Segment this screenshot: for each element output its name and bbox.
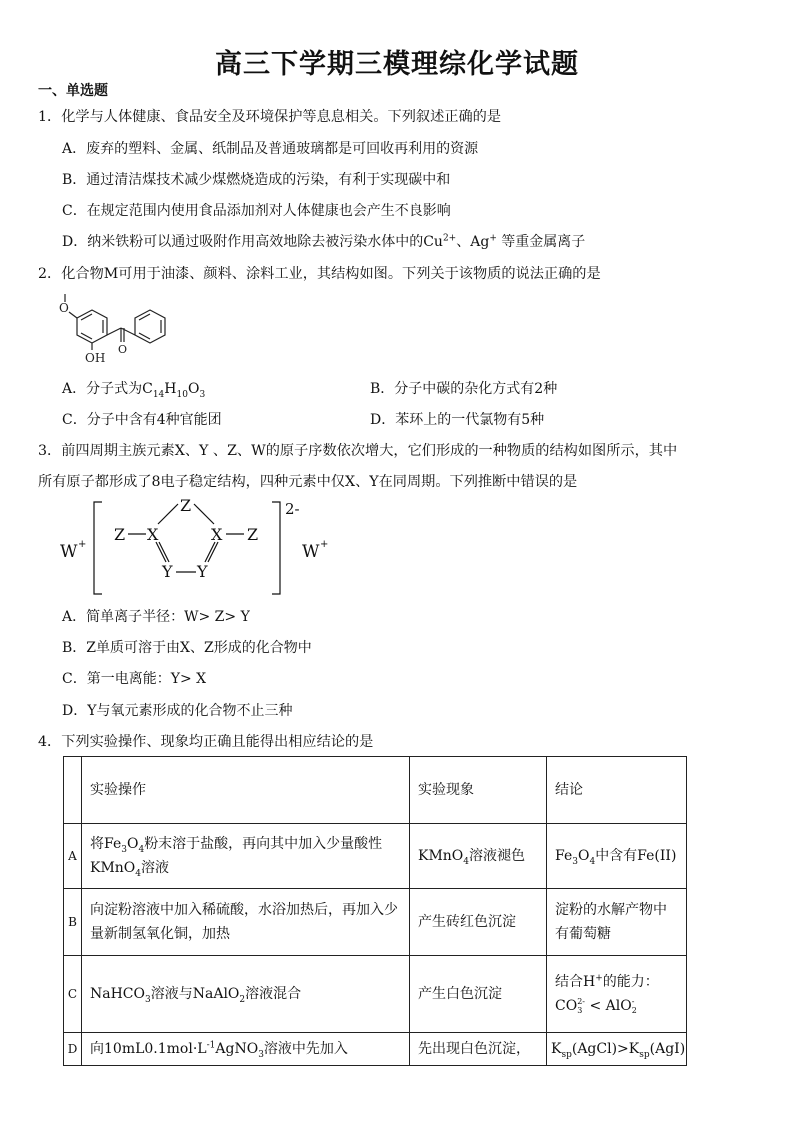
w-cation-right: W bbox=[302, 542, 320, 562]
atom-z-top: Z bbox=[180, 496, 192, 515]
atom-x-right: X bbox=[211, 525, 223, 544]
w-charge-right: + bbox=[320, 539, 329, 550]
table-row bbox=[64, 889, 687, 956]
q2-option-c: C．分子中含有4种官能团 bbox=[62, 412, 222, 428]
row-key: B bbox=[64, 889, 82, 956]
table-header-conclusion: 结论 bbox=[547, 757, 687, 824]
conclusion-cell: 淀粉的水解产物中有葡萄糖 bbox=[547, 889, 687, 956]
atom-y-right: Y bbox=[197, 562, 208, 581]
q1-option-c: C．在规定范围内使用食品添加剂对人体健康也会产生不良影响 bbox=[62, 203, 451, 219]
table-header-phenomenon: 实验现象 bbox=[410, 757, 547, 824]
q1-option-b: B．通过清洁煤技术减少煤燃烧造成的污染，有利于实现碳中和 bbox=[62, 172, 451, 188]
conclusion-cell: 结合H+的能力： CO 2- 3 < AlO - 2 bbox=[547, 956, 687, 1033]
carbonyl-o-label: O bbox=[118, 343, 128, 356]
q3-stem-line1: 3．前四周期主族元素X、Y 、Z、W的原子序数依次增大，它们形成的一种物质的结构如图所示，其中 bbox=[38, 443, 678, 459]
operation-cell: 向$10mL0.1mol\cdot L^{-1}AgNO_3$溶液中先加入 bbox=[82, 1033, 410, 1066]
table-row bbox=[64, 824, 687, 889]
methoxy-o-label: O bbox=[59, 301, 69, 315]
table-header-row bbox=[64, 757, 687, 824]
compound-m-structure bbox=[55, 290, 185, 368]
row-key: D bbox=[64, 1033, 82, 1066]
table-header-key bbox=[64, 757, 82, 824]
operation-cell: 将$Fe_3O_4$粉末溶于盐酸，再向其中加入少量酸性KMnO$_4$溶液 bbox=[82, 824, 410, 889]
atom-z-right: Z bbox=[247, 525, 259, 544]
table-header-operation: 实验操作 bbox=[82, 757, 410, 824]
q3-option-b: B．Z单质可溶于由X、Z形成的化合物中 bbox=[62, 640, 312, 656]
q4-stem: 4．下列实验操作、现象均正确且能得出相应结论的是 bbox=[38, 734, 374, 750]
row-key: C bbox=[64, 956, 82, 1033]
w-charge-left: + bbox=[78, 539, 87, 550]
phenomenon-cell: 产生砖红色沉淀 bbox=[410, 889, 547, 956]
q3-option-c: C．第一电离能：Y> X bbox=[62, 671, 207, 687]
q1-option-d: D．纳米铁粉可以通过吸附作用高效地除去被污染水体中的$Cu^{2+}$、Ag+ 等重金属离子 bbox=[62, 233, 586, 250]
page-title: 高三下学期三模理综化学试题 bbox=[215, 49, 579, 80]
table-row bbox=[64, 1033, 687, 1066]
q1-stem: 1．化学与人体健康、食品安全及环境保护等息息相关。下列叙述正确的是 bbox=[38, 109, 502, 125]
q4-experiment-table bbox=[63, 756, 687, 1066]
conclusion-cell: $K_{sp}(AgCl)>K_{sp}(AgI)$ bbox=[547, 1033, 687, 1066]
phenomenon-cell: 产生白色沉淀 bbox=[410, 956, 547, 1033]
atom-z-left: Z bbox=[114, 525, 126, 544]
section-heading: 一、单选题 bbox=[38, 83, 108, 99]
q2-option-d: D．苯环上的一代氯物有5种 bbox=[370, 412, 545, 428]
q3-option-d: D．Y与氧元素形成的化合物不止三种 bbox=[62, 703, 293, 719]
q2-option-b: B．分子中碳的杂化方式有2种 bbox=[370, 381, 558, 397]
anion-charge: 2- bbox=[285, 500, 300, 518]
row-key: A bbox=[64, 824, 82, 889]
q2-option-a: A．分子式为$C_{14}H_{10}O_3$ bbox=[62, 381, 206, 400]
q3-option-a: A．简单离子半径：W> Z> Y bbox=[62, 609, 250, 625]
conclusion-cell: $Fe_3O_4$中含有Fe(II) bbox=[547, 824, 687, 889]
table-row bbox=[64, 956, 687, 1033]
operation-cell: 向淀粉溶液中加入稀硫酸，水浴加热后，再加入少量新制氢氧化铜，加热 bbox=[82, 889, 410, 956]
phenomenon-cell: KMnO$_4$溶液褪色 bbox=[410, 824, 547, 889]
anion-structure bbox=[58, 494, 338, 600]
q3-stem-line2: 所有原子都形成了8电子稳定结构，四种元素中仅X、Y在同周期。下列推断中错误的是 bbox=[38, 474, 578, 490]
hydroxyl-label: OH bbox=[85, 351, 106, 365]
phenomenon-cell: 先出现白色沉淀， bbox=[410, 1033, 547, 1066]
atom-x-left: X bbox=[147, 525, 159, 544]
operation-cell: NaHCO$_3$溶液与NaAlO$_2$溶液混合 bbox=[82, 956, 410, 1033]
q2-stem: 2．化合物M可用于油漆、颜料、涂料工业，其结构如图。下列关于该物质的说法正确的是 bbox=[38, 266, 601, 282]
atom-y-left: Y bbox=[162, 562, 173, 581]
q1-option-a: A．废弃的塑料、金属、纸制品及普通玻璃都是可回收再利用的资源 bbox=[62, 141, 479, 157]
w-cation-left: W bbox=[60, 542, 78, 562]
